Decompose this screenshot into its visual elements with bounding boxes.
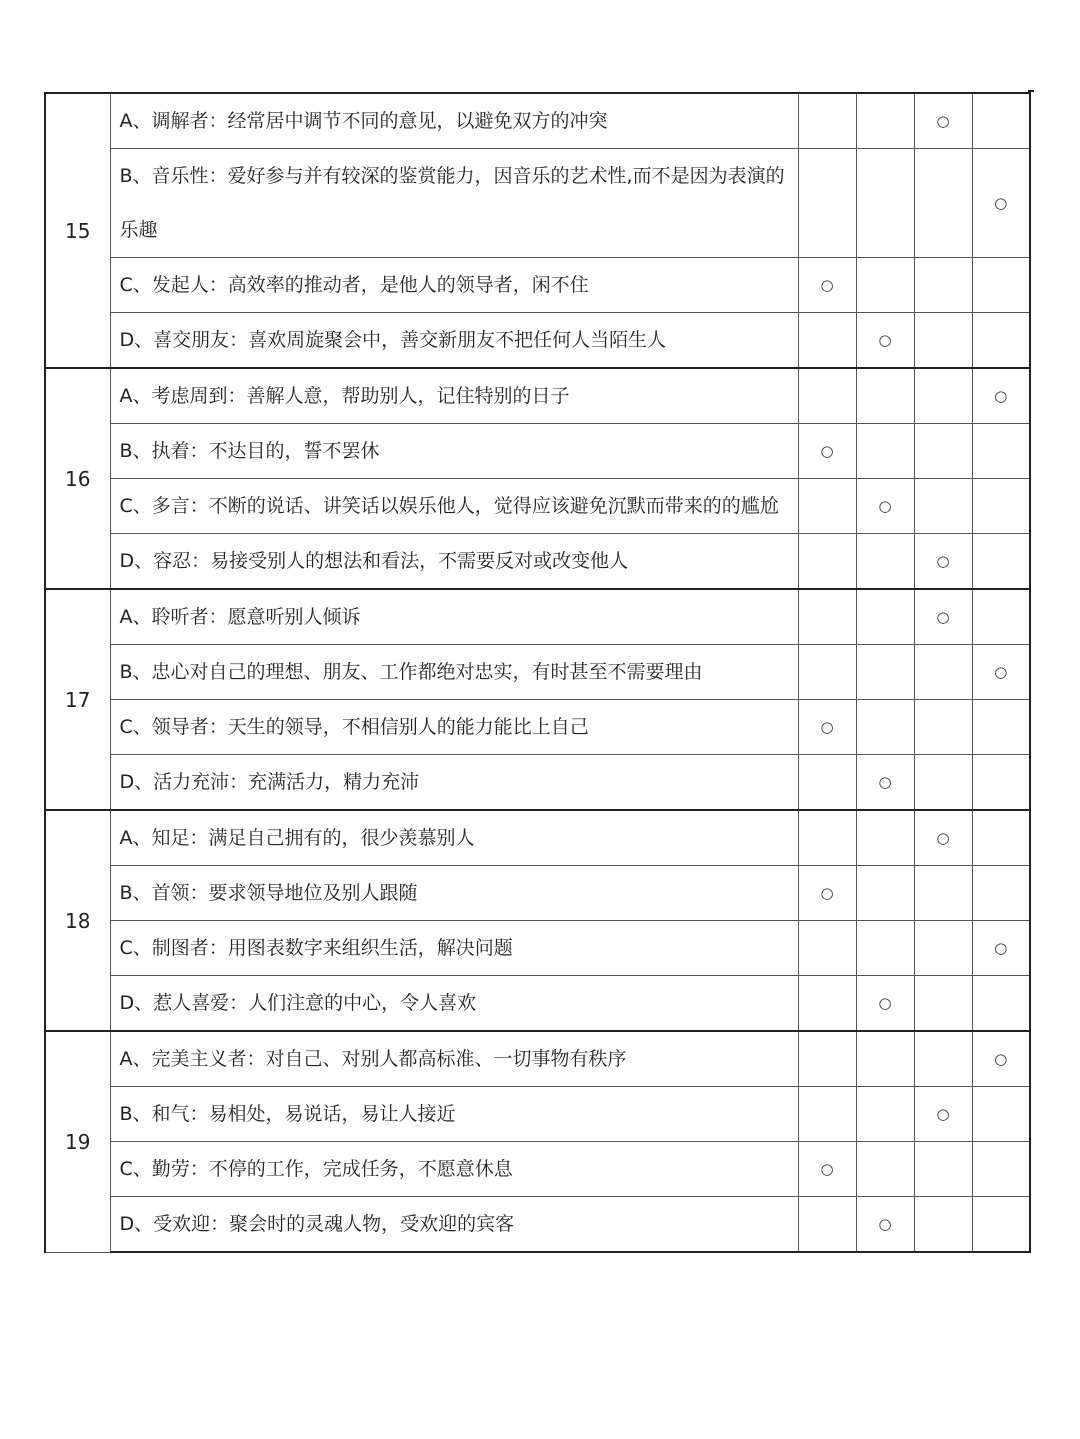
option-text: C、发起人：高效率的推动者，是他人的领导者，闲不住 [110, 258, 798, 313]
circle-mark-icon: ○ [878, 497, 892, 515]
question-option-row [45, 479, 1030, 534]
question-option-row [45, 976, 1030, 1032]
answer-cell-1 [798, 921, 856, 976]
option-text: B、执着：不达目的，誓不罢休 [110, 424, 798, 479]
answer-cell-2 [856, 1087, 914, 1142]
answer-cell-4 [972, 700, 1030, 755]
question-option-row [45, 1087, 1030, 1142]
answer-cell-3 [914, 368, 972, 424]
answer-cell-3 [914, 149, 972, 258]
option-text: C、领导者：天生的领导，不相信别人的能力能比上自己 [110, 700, 798, 755]
answer-cell-1 [798, 700, 856, 755]
question-number: 17 [45, 589, 110, 810]
answer-cell-1 [798, 645, 856, 700]
answer-cell-2 [856, 258, 914, 313]
answer-cell-1 [798, 149, 856, 258]
question-option-row [45, 149, 1030, 258]
answer-cell-3 [914, 1031, 972, 1087]
question-option-row [45, 368, 1030, 424]
answer-cell-1 [798, 866, 856, 921]
answer-cell-2 [856, 479, 914, 534]
option-text: B、忠心对自己的理想、朋友、工作都绝对忠实，有时甚至不需要理由 [110, 645, 798, 700]
option-text: B、和气：易相处，易说话，易让人接近 [110, 1087, 798, 1142]
answer-cell-1 [798, 810, 856, 866]
question-option-row [45, 1031, 1030, 1087]
answer-cell-4 [972, 1197, 1030, 1253]
question-number: 18 [45, 810, 110, 1031]
question-option-row [45, 1142, 1030, 1197]
answer-cell-1 [798, 976, 856, 1032]
answer-cell-4 [972, 313, 1030, 369]
answer-cell-4 [972, 424, 1030, 479]
answer-cell-3 [914, 921, 972, 976]
circle-mark-icon: ○ [820, 1160, 834, 1178]
question-option-row [45, 424, 1030, 479]
option-text: C、勤劳：不停的工作，完成任务，不愿意休息 [110, 1142, 798, 1197]
answer-cell-1 [798, 534, 856, 590]
answer-cell-1 [798, 93, 856, 149]
answer-cell-1 [798, 479, 856, 534]
option-text: D、受欢迎：聚会时的灵魂人物，受欢迎的宾客 [110, 1197, 798, 1253]
answer-cell-2 [856, 755, 914, 811]
option-text: B、音乐性：爱好参与并有较深的鉴赏能力，因音乐的艺术性,而不是因为表演的乐趣 [110, 149, 798, 258]
answer-cell-1 [798, 424, 856, 479]
answer-cell-4 [972, 149, 1030, 258]
option-text: A、知足：满足自己拥有的，很少羡慕别人 [110, 810, 798, 866]
circle-mark-icon: ○ [878, 1215, 892, 1233]
circle-mark-icon: ○ [820, 884, 834, 902]
answer-cell-1 [798, 589, 856, 645]
question-option-row [45, 921, 1030, 976]
circle-mark-icon: ○ [820, 276, 834, 294]
answer-cell-2 [856, 700, 914, 755]
answer-cell-4 [972, 1142, 1030, 1197]
answer-cell-4 [972, 1087, 1030, 1142]
answer-cell-2 [856, 534, 914, 590]
answer-cell-1 [798, 313, 856, 369]
circle-mark-icon: ○ [994, 939, 1008, 957]
option-text: C、制图者：用图表数字来组织生活，解决问题 [110, 921, 798, 976]
option-text: A、聆听者：愿意听别人倾诉 [110, 589, 798, 645]
answer-cell-2 [856, 1142, 914, 1197]
answer-cell-3 [914, 810, 972, 866]
question-option-row [45, 534, 1030, 590]
answer-cell-2 [856, 645, 914, 700]
question-option-row [45, 589, 1030, 645]
question-option-row [45, 93, 1030, 149]
option-text: D、喜交朋友：喜欢周旋聚会中，善交新朋友不把任何人当陌生人 [110, 313, 798, 369]
circle-mark-icon: ○ [994, 194, 1008, 212]
circle-mark-icon: ○ [820, 718, 834, 736]
answer-cell-4 [972, 866, 1030, 921]
question-number: 16 [45, 368, 110, 589]
answer-cell-3 [914, 1142, 972, 1197]
answer-cell-2 [856, 976, 914, 1032]
answer-cell-2 [856, 313, 914, 369]
question-option-row [45, 258, 1030, 313]
answer-cell-1 [798, 1087, 856, 1142]
circle-mark-icon: ○ [936, 1105, 950, 1123]
answer-cell-4 [972, 479, 1030, 534]
answer-cell-3 [914, 258, 972, 313]
answer-cell-2 [856, 1197, 914, 1253]
answer-cell-2 [856, 921, 914, 976]
circle-mark-icon: ○ [878, 331, 892, 349]
option-text: C、多言：不断的说话、讲笑话以娱乐他人，觉得应该避免沉默而带来的的尴尬 [110, 479, 798, 534]
circle-mark-icon: ○ [820, 442, 834, 460]
answer-cell-4 [972, 1031, 1030, 1087]
answer-cell-4 [972, 976, 1030, 1032]
circle-mark-icon: ○ [936, 552, 950, 570]
circle-mark-icon: ○ [936, 112, 950, 130]
answer-cell-3 [914, 755, 972, 811]
circle-mark-icon: ○ [936, 608, 950, 626]
answer-cell-4 [972, 810, 1030, 866]
option-text: A、调解者：经常居中调节不同的意见，以避免双方的冲突 [110, 93, 798, 149]
answer-cell-3 [914, 976, 972, 1032]
question-option-row [45, 645, 1030, 700]
question-option-row [45, 313, 1030, 369]
option-text: D、惹人喜爱：人们注意的中心，令人喜欢 [110, 976, 798, 1032]
answer-cell-3 [914, 479, 972, 534]
question-option-row [45, 1197, 1030, 1253]
question-number: 19 [45, 1031, 110, 1252]
answer-cell-3 [914, 424, 972, 479]
answer-cell-3 [914, 1197, 972, 1253]
answer-cell-2 [856, 149, 914, 258]
answer-cell-1 [798, 1142, 856, 1197]
answer-cell-2 [856, 93, 914, 149]
answer-cell-2 [856, 424, 914, 479]
question-option-row [45, 755, 1030, 811]
answer-cell-4 [972, 368, 1030, 424]
answer-cell-3 [914, 700, 972, 755]
answer-cell-3 [914, 93, 972, 149]
circle-mark-icon: ○ [994, 1050, 1008, 1068]
question-number: 15 [45, 93, 110, 368]
answer-cell-1 [798, 1031, 856, 1087]
answer-cell-1 [798, 755, 856, 811]
question-option-row [45, 810, 1030, 866]
question-option-row [45, 866, 1030, 921]
answer-cell-3 [914, 866, 972, 921]
circle-mark-icon: ○ [994, 387, 1008, 405]
answer-cell-2 [856, 866, 914, 921]
answer-cell-2 [856, 1031, 914, 1087]
answer-cell-4 [972, 921, 1030, 976]
answer-cell-4 [972, 645, 1030, 700]
answer-cell-4 [972, 93, 1030, 149]
option-text: A、完美主义者：对自己、对别人都高标准、一切事物有秩序 [110, 1031, 798, 1087]
answer-cell-4 [972, 589, 1030, 645]
answer-cell-4 [972, 755, 1030, 811]
answer-cell-3 [914, 645, 972, 700]
option-text: D、容忍：易接受别人的想法和看法，不需要反对或改变他人 [110, 534, 798, 590]
answer-cell-1 [798, 1197, 856, 1253]
circle-mark-icon: ○ [878, 994, 892, 1012]
personality-test-table [44, 92, 1031, 1253]
question-option-row [45, 700, 1030, 755]
option-text: A、考虑周到：善解人意，帮助别人，记住特别的日子 [110, 368, 798, 424]
answer-cell-3 [914, 1087, 972, 1142]
circle-mark-icon: ○ [936, 829, 950, 847]
option-text: B、首领：要求领导地位及别人跟随 [110, 866, 798, 921]
answer-cell-4 [972, 258, 1030, 313]
answer-cell-1 [798, 368, 856, 424]
answer-cell-3 [914, 534, 972, 590]
circle-mark-icon: ○ [994, 663, 1008, 681]
answer-cell-3 [914, 313, 972, 369]
answer-cell-3 [914, 589, 972, 645]
option-text: D、活力充沛：充满活力，精力充沛 [110, 755, 798, 811]
answer-cell-2 [856, 589, 914, 645]
circle-mark-icon: ○ [878, 773, 892, 791]
answer-cell-4 [972, 534, 1030, 590]
answer-cell-2 [856, 810, 914, 866]
answer-cell-2 [856, 368, 914, 424]
answer-cell-1 [798, 258, 856, 313]
